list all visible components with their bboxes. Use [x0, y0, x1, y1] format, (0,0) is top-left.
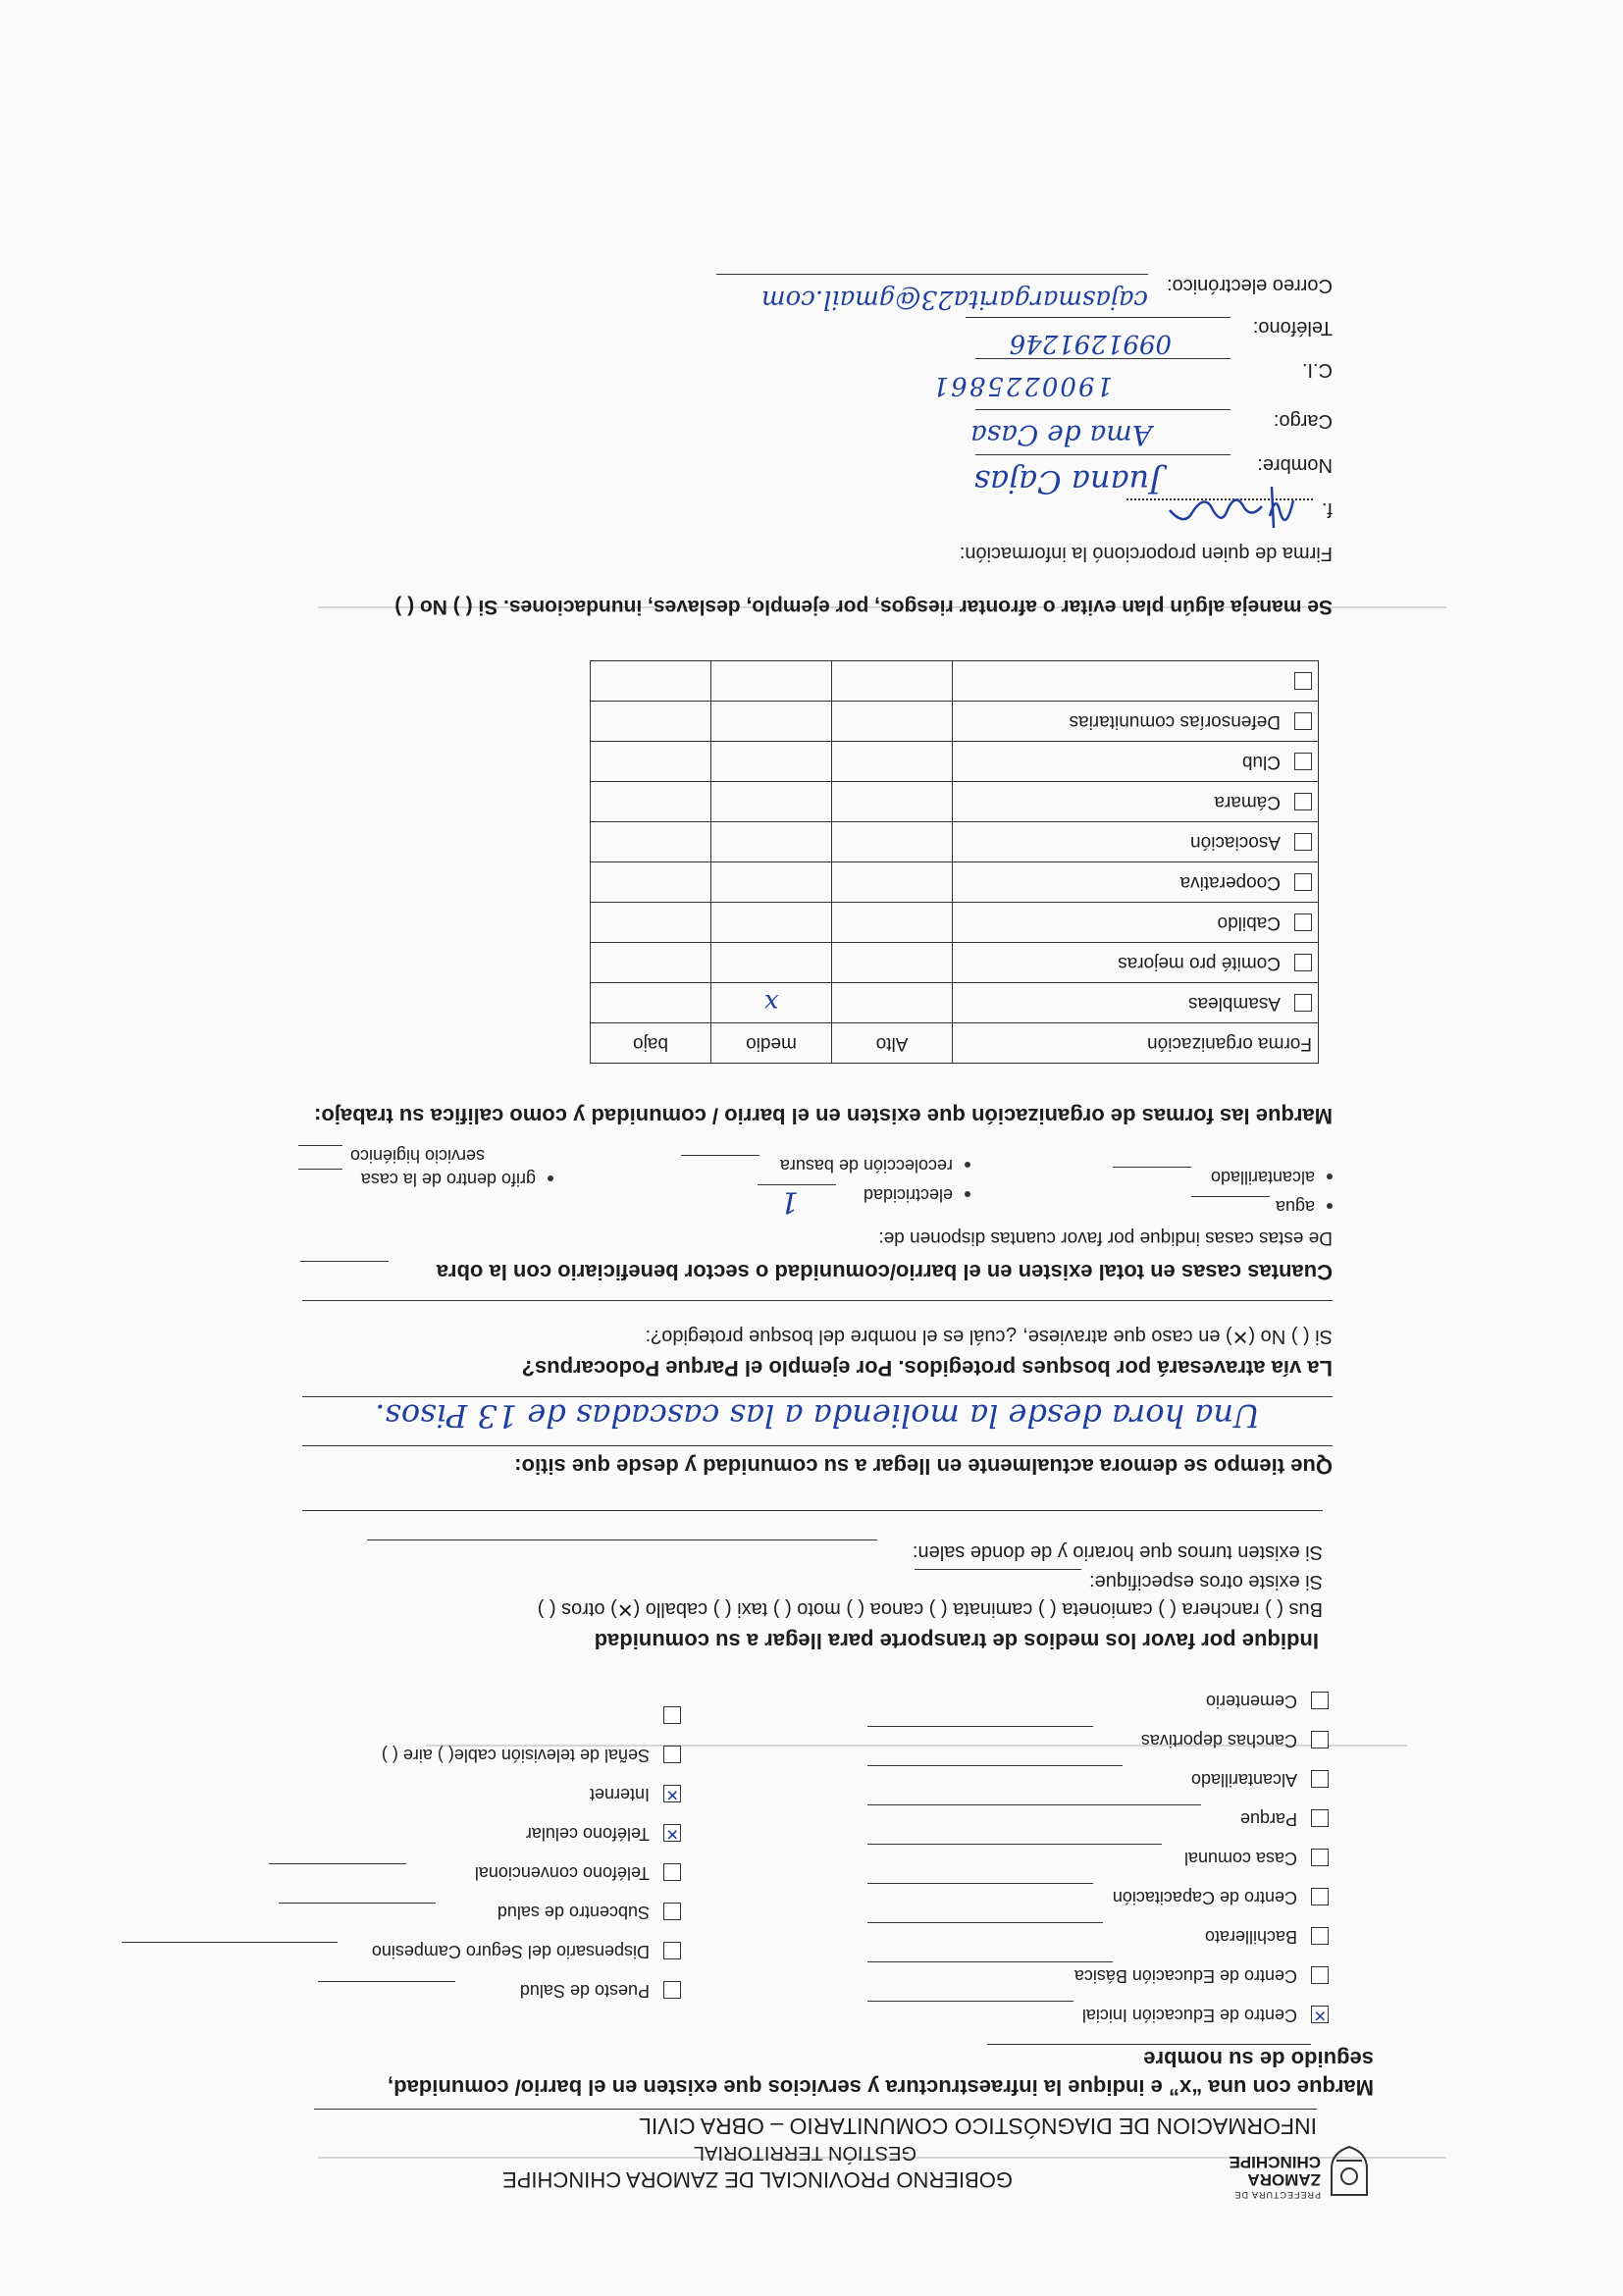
checkbox[interactable] — [1311, 1809, 1329, 1827]
org-label: Club — [953, 742, 1319, 782]
cell[interactable] — [832, 822, 953, 862]
org-label: Asambleas — [953, 983, 1319, 1023]
table-row — [591, 943, 1319, 983]
org-label: Cámara — [953, 782, 1319, 822]
infra-item-dispensario[interactable]: Dispensario del Seguro Campesino — [372, 1941, 681, 1962]
cell[interactable] — [591, 822, 711, 862]
table-row — [591, 782, 1319, 822]
infra-item-internet[interactable]: ✕Internet — [590, 1784, 681, 1805]
checkbox[interactable] — [1311, 1966, 1329, 1984]
infra-item-parque[interactable]: Parque — [1240, 1808, 1329, 1830]
checkbox[interactable] — [663, 1981, 681, 1999]
form-title: INFORMACION DE DIAGNÓSTICO COMUNITARIO – OBRA CIVIL — [639, 2113, 1317, 2139]
cell[interactable] — [832, 782, 953, 822]
cell[interactable] — [591, 742, 711, 782]
checkbox[interactable] — [1294, 994, 1312, 1012]
nombre-value: Juana Cajas — [973, 463, 1162, 500]
correo-label: Correo electrónico: — [1167, 275, 1333, 296]
checkbox[interactable] — [663, 1942, 681, 1959]
signature-image — [1152, 481, 1299, 540]
checkbox[interactable] — [1311, 1770, 1329, 1788]
cell[interactable] — [711, 862, 832, 903]
org-label — [953, 661, 1319, 702]
risk-question: Se maneja algún plan evitar o afrontar riesgos, por ejemplo, deslaves, inundaciones. Si ( ) No ( ) — [394, 596, 1333, 618]
checkbox[interactable] — [1294, 913, 1312, 931]
travel-time-answer: Una hora desde la molienda a las cascadas de 13 Pisos. — [375, 1397, 1260, 1435]
cell[interactable] — [591, 661, 711, 702]
cell-medio-mark[interactable]: x — [711, 983, 832, 1023]
cell[interactable] — [591, 983, 711, 1023]
checkbox[interactable] — [1294, 833, 1312, 851]
infra-item-subcentro[interactable]: Subcentro de salud — [497, 1902, 681, 1923]
service-agua: agua — [1276, 1196, 1333, 1217]
infra-item-alcantarillado[interactable]: Alcantarillado — [1191, 1769, 1329, 1791]
table-row — [591, 661, 1319, 702]
nombre-label: Nombre: — [1257, 454, 1333, 476]
checkbox[interactable] — [1311, 1849, 1329, 1866]
checkbox[interactable] — [1311, 1692, 1329, 1709]
infra-item-puesto-salud[interactable]: Puesto de Salud — [520, 1980, 681, 2002]
checkbox[interactable] — [663, 1706, 681, 1724]
table-header-row — [591, 1023, 1319, 1064]
infra-item-bachillerato[interactable]: Bachillerato — [1205, 1926, 1329, 1948]
ci-value: 1900225861 — [930, 371, 1113, 400]
firma-prefix: f. — [1321, 498, 1333, 520]
cell[interactable] — [832, 903, 953, 943]
checkbox[interactable] — [1294, 793, 1312, 810]
cell[interactable] — [591, 702, 711, 742]
cell[interactable] — [591, 862, 711, 903]
table-row — [591, 862, 1319, 903]
cell[interactable] — [591, 943, 711, 983]
checkbox[interactable] — [663, 1863, 681, 1881]
logo-wordmark: ZAMORA CHINCHIPE — [1229, 2153, 1321, 2189]
infra-item-educacion-inicial[interactable]: ✕Centro de Educación Inicial — [1082, 2005, 1329, 2026]
org-name: GOBIERNO PROVINCIAL DE ZAMORA CHINCHIPE — [502, 2167, 1013, 2192]
header-medio: medio — [711, 1023, 832, 1064]
cell[interactable] — [711, 742, 832, 782]
org-label: Comité pro mejoras — [953, 943, 1319, 983]
forest-options: Si ( ) No (✕) en caso que atraviese, ¿cuál es el nombre del bosque protegido?: — [645, 1326, 1333, 1347]
infra-item-educacion-basica[interactable]: Centro de Educación Básica — [1074, 1965, 1329, 1987]
transport-question: Indique por favor los medios de transporte para llegar a su comunidad — [594, 1629, 1319, 1653]
infra-item-blank[interactable] — [650, 1705, 681, 1727]
checkbox[interactable] — [1294, 753, 1312, 770]
checkbox[interactable] — [1294, 672, 1312, 690]
infra-item-telefono-convencional[interactable]: Teléfono convencional — [475, 1862, 681, 1884]
service-higienico: servicio higiénico — [349, 1146, 485, 1166]
infra-item-capacitacion[interactable]: Centro de Capacitación — [1113, 1887, 1329, 1908]
infra-item-canchas[interactable]: Canchas deportivas — [1141, 1730, 1329, 1751]
checkbox[interactable] — [1294, 873, 1312, 891]
firma-label: Firma de quien proporcionó la información: — [959, 543, 1333, 564]
cell[interactable] — [711, 782, 832, 822]
checkbox[interactable] — [1294, 954, 1312, 971]
service-recoleccion: recolección de basura — [780, 1155, 970, 1175]
cell[interactable] — [832, 661, 953, 702]
cell[interactable] — [832, 742, 953, 782]
cell[interactable] — [832, 943, 953, 983]
checkbox[interactable] — [663, 1903, 681, 1920]
infra-item-cementerio[interactable]: Cementerio — [1206, 1691, 1329, 1712]
service-alcantarillado: alcantarillado — [1211, 1167, 1333, 1187]
cell[interactable] — [711, 903, 832, 943]
checkbox[interactable] — [1311, 1731, 1329, 1748]
shield-icon — [1329, 2145, 1370, 2198]
cell[interactable] — [591, 903, 711, 943]
cell[interactable] — [711, 661, 832, 702]
transport-schedule-label: Si existen turnos que horario y de donde salen: — [912, 1541, 1323, 1563]
ci-label: C.I. — [1301, 359, 1333, 381]
checkbox[interactable] — [1294, 712, 1312, 730]
table-row — [591, 742, 1319, 782]
department: GESTIÓN TERRITORIAL — [693, 2142, 916, 2164]
houses-sub: De estas casas indique por favor cuantas disponen de: — [878, 1227, 1333, 1248]
infra-question: Marque con una “x” e indique la infraestructura y servicios que existen en el barrio/ comunidad, seguido de su nombre — [388, 2047, 1374, 2100]
cell[interactable] — [832, 983, 953, 1023]
cargo-label: Cargo: — [1273, 410, 1333, 432]
cell[interactable] — [832, 702, 953, 742]
table-row — [591, 903, 1319, 943]
cell[interactable] — [832, 862, 953, 903]
org-label: Cabildo — [953, 903, 1319, 943]
checkbox[interactable] — [663, 1824, 681, 1842]
logo-caption: PREFECTURA DE — [1233, 2190, 1321, 2200]
electricidad-value: 1 — [779, 1184, 799, 1219]
cell[interactable] — [711, 822, 832, 862]
telefono-value: 0991291246 — [1009, 329, 1172, 358]
orgs-question: Marque las formas de organización que existen en el barrio / comunidad y como califica su trabajo: — [314, 1104, 1333, 1128]
transport-other-label: Si existe otros especifique: — [1089, 1571, 1323, 1592]
checkbox[interactable] — [1311, 2006, 1329, 2023]
checkbox[interactable] — [663, 1785, 681, 1802]
service-electricidad: electricidad — [864, 1184, 970, 1205]
checkbox[interactable] — [1311, 1927, 1329, 1945]
infra-item-telefono-celular[interactable]: ✕Teléfono celular — [526, 1823, 681, 1845]
telefono-label: Teléfono: — [1252, 317, 1333, 339]
correo-value: cajasmargarita23@gmail.com — [760, 285, 1148, 314]
org-label: Defensorías comunitarias — [953, 702, 1319, 742]
table-row — [591, 983, 1319, 1023]
org-label: Asociación — [953, 822, 1319, 862]
logo — [1213, 2141, 1370, 2200]
header-alto: Alto — [832, 1023, 953, 1064]
table-row — [591, 822, 1319, 862]
checkbox[interactable] — [663, 1746, 681, 1763]
cell[interactable] — [711, 702, 832, 742]
cell[interactable] — [591, 782, 711, 822]
travel-time-question: Que tiempo se demora actualmente en llegar a su comunidad y desde que sitio: — [514, 1454, 1333, 1479]
header-forma: Forma organización — [953, 1023, 1319, 1064]
cell[interactable] — [711, 943, 832, 983]
infra-item-casa-comunal[interactable]: Casa comunal — [1184, 1848, 1329, 1869]
houses-question: Cuantas casas en total existen en el barrio/comunidad o sector beneficiario con la obra — [436, 1260, 1333, 1284]
transport-options: Bus ( ) ranchera ( ) camioneta ( ) caminata ( ) canoa ( ) moto ( ) taxi ( ) caballo (✕) otros ( ) — [537, 1598, 1323, 1620]
cargo-value: Ama de Casa — [970, 419, 1152, 451]
org-label: Cooperativa — [953, 862, 1319, 903]
infra-item-tv[interactable]: Señal de televisión cable( ) aire ( ) — [382, 1745, 681, 1766]
forest-question: La vía atravesará por bosques protegidos. Por ejemplo el Parque Podocarpus? — [521, 1356, 1333, 1381]
header-bajo: bajo — [591, 1023, 711, 1064]
table-row — [591, 702, 1319, 742]
orgs-table — [590, 660, 1319, 1064]
service-grifo: grifo dentro de la casa — [361, 1169, 553, 1189]
checkbox[interactable] — [1311, 1888, 1329, 1905]
